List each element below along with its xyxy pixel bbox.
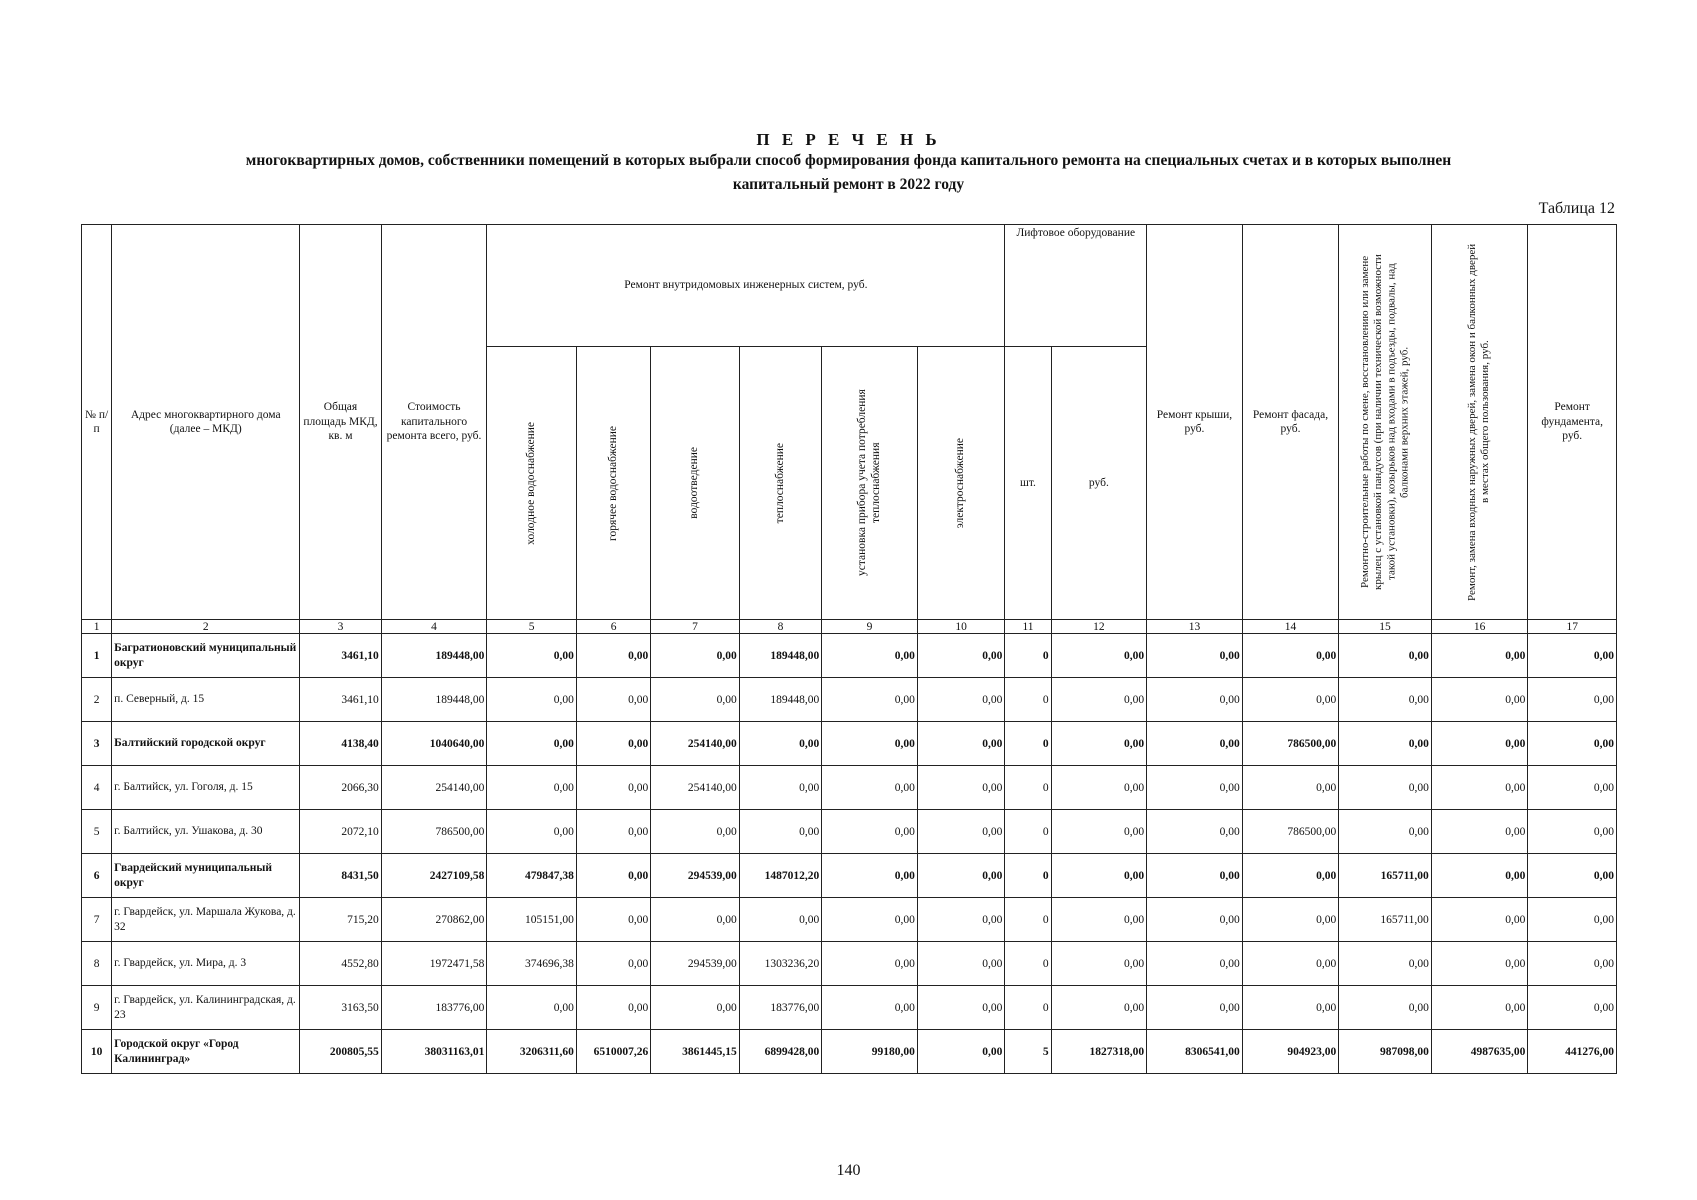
value-cell: 294539,00 [651, 942, 740, 986]
value-cell: 0,00 [487, 634, 577, 678]
value-cell: 904923,00 [1242, 1030, 1339, 1074]
header-electricity [917, 347, 1005, 620]
value-cell: 2066,30 [300, 766, 381, 810]
header-area: Общая площадь МКД, кв. м [300, 225, 381, 620]
value-cell: 0,00 [487, 722, 577, 766]
column-number: 12 [1051, 620, 1147, 634]
column-number: 3 [300, 620, 381, 634]
table-row [82, 942, 1617, 986]
header-roof: Ремонт крыши, руб. [1147, 225, 1243, 620]
column-number: 8 [739, 620, 821, 634]
row-index-cell: 5 [82, 810, 112, 854]
column-number: 5 [487, 620, 577, 634]
value-cell: 254140,00 [651, 722, 740, 766]
value-cell: 189448,00 [381, 678, 487, 722]
value-cell: 0,00 [1528, 854, 1617, 898]
value-cell: 0,00 [1528, 942, 1617, 986]
value-cell: 183776,00 [739, 986, 821, 1030]
value-cell: 1303236,20 [739, 942, 821, 986]
table-label: Таблица 12 [1538, 200, 1615, 217]
value-cell: 0,00 [1431, 766, 1528, 810]
header-address: Адрес многоквартирного дома (далее – МКД) [112, 225, 300, 620]
value-cell: 0,00 [1339, 678, 1432, 722]
address-cell: г. Гвардейск, ул. Мира, д. 3 [112, 942, 300, 986]
value-cell: 0,00 [1528, 722, 1617, 766]
value-cell: 189448,00 [739, 634, 821, 678]
value-cell: 0,00 [1339, 942, 1432, 986]
header-cold-water-text: холодное водоснабжение [524, 421, 537, 545]
value-cell: 1487012,20 [739, 854, 821, 898]
value-cell: 0,00 [739, 722, 821, 766]
value-cell: 0,00 [1431, 854, 1528, 898]
value-cell: 99180,00 [822, 1030, 918, 1074]
value-cell: 0,00 [1528, 810, 1617, 854]
value-cell: 0,00 [822, 854, 918, 898]
column-number: 14 [1242, 620, 1339, 634]
value-cell: 0,00 [917, 854, 1005, 898]
value-cell: 786500,00 [381, 810, 487, 854]
value-cell: 0,00 [651, 634, 740, 678]
value-cell: 38031163,01 [381, 1030, 487, 1074]
value-cell: 0 [1005, 766, 1051, 810]
column-number: 11 [1005, 620, 1051, 634]
value-cell: 8431,50 [300, 854, 381, 898]
value-cell: 0,00 [917, 722, 1005, 766]
value-cell: 0,00 [1242, 942, 1339, 986]
value-cell: 0,00 [917, 986, 1005, 1030]
column-number: 13 [1147, 620, 1243, 634]
address-cell: Гвардейский муниципальный округ [112, 854, 300, 898]
value-cell: 0,00 [1051, 854, 1147, 898]
value-cell: 374696,38 [487, 942, 577, 986]
value-cell: 0,00 [1528, 986, 1617, 1030]
value-cell: 3461,10 [300, 634, 381, 678]
table-row [82, 722, 1617, 766]
value-cell: 0,00 [822, 722, 918, 766]
row-index-cell: 3 [82, 722, 112, 766]
value-cell: 0,00 [1339, 766, 1432, 810]
value-cell: 0,00 [1431, 942, 1528, 986]
header-meter [822, 347, 918, 620]
value-cell: 3206311,60 [487, 1030, 577, 1074]
value-cell: 0 [1005, 898, 1051, 942]
value-cell: 4138,40 [300, 722, 381, 766]
header-hot-water-text: горячее водоснабжение [606, 425, 619, 541]
value-cell: 294539,00 [651, 854, 740, 898]
value-cell: 0,00 [487, 986, 577, 1030]
row-index-cell: 8 [82, 942, 112, 986]
value-cell: 105151,00 [487, 898, 577, 942]
value-cell: 0,00 [576, 810, 650, 854]
value-cell: 0,00 [576, 722, 650, 766]
value-cell: 0,00 [651, 986, 740, 1030]
value-cell: 0,00 [822, 898, 918, 942]
header-drainage-text: водоотведение [688, 447, 701, 519]
value-cell: 0,00 [651, 678, 740, 722]
value-cell: 0,00 [1242, 986, 1339, 1030]
table-row [82, 678, 1617, 722]
value-cell: 0,00 [1147, 766, 1243, 810]
value-cell: 0,00 [1528, 898, 1617, 942]
value-cell: 0,00 [1242, 766, 1339, 810]
column-number: 1 [82, 620, 112, 634]
repair-table [81, 224, 1617, 1074]
value-cell: 5 [1005, 1030, 1051, 1074]
document-subtitle-line1: многоквартирных домов, собственники помещений в которых выбрали способ формирования фонда капитального ремонта на специальных счетах и в которых выполнен [245, 152, 1452, 169]
row-index-cell: 6 [82, 854, 112, 898]
column-number-row [82, 620, 1617, 634]
value-cell: 0,00 [1147, 854, 1243, 898]
value-cell: 0,00 [487, 810, 577, 854]
value-cell: 0,00 [739, 898, 821, 942]
header-doors-windows-text: Ремонт, замена входных наружных дверей, замена окон и балконных дверей в местах общего пользования, руб. [1466, 243, 1492, 601]
value-cell: 0,00 [917, 942, 1005, 986]
table-row [82, 986, 1617, 1030]
address-cell: г. Балтийск, ул. Ушакова, д. 30 [112, 810, 300, 854]
value-cell: 254140,00 [381, 766, 487, 810]
value-cell: 0,00 [917, 634, 1005, 678]
table-row [82, 810, 1617, 854]
value-cell: 0,00 [1147, 634, 1243, 678]
document-subtitle-line2: капитальный ремонт в 2022 году [732, 176, 965, 193]
header-doors-windows [1431, 225, 1528, 620]
value-cell: 0,00 [822, 942, 918, 986]
address-cell: Багратионовский муниципальный округ [112, 634, 300, 678]
value-cell: 3163,50 [300, 986, 381, 1030]
value-cell: 0,00 [1431, 810, 1528, 854]
value-cell: 0,00 [822, 634, 918, 678]
value-cell: 0 [1005, 854, 1051, 898]
value-cell: 0,00 [739, 766, 821, 810]
value-cell: 3861445,15 [651, 1030, 740, 1074]
value-cell: 0,00 [917, 898, 1005, 942]
value-cell: 0,00 [576, 986, 650, 1030]
value-cell: 0,00 [1051, 986, 1147, 1030]
value-cell: 0,00 [917, 766, 1005, 810]
column-number: 9 [822, 620, 918, 634]
header-facade: Ремонт фасада, руб. [1242, 225, 1339, 620]
value-cell: 0 [1005, 634, 1051, 678]
value-cell: 0,00 [576, 766, 650, 810]
value-cell: 0,00 [822, 986, 918, 1030]
header-elevator-pcs: шт. [1005, 347, 1051, 620]
value-cell: 4552,80 [300, 942, 381, 986]
value-cell: 0 [1005, 986, 1051, 1030]
value-cell: 0,00 [1528, 634, 1617, 678]
row-index-cell: 9 [82, 986, 112, 1030]
value-cell: 0,00 [487, 766, 577, 810]
column-number: 17 [1528, 620, 1617, 634]
value-cell: 0,00 [822, 810, 918, 854]
address-cell: п. Северный, д. 15 [112, 678, 300, 722]
document-title: П Е Р Е Ч Е Н Ь [756, 130, 941, 149]
value-cell: 0,00 [1339, 986, 1432, 1030]
header-heating-text: теплоснабжение [773, 442, 786, 524]
value-cell: 1040640,00 [381, 722, 487, 766]
address-cell: Балтийский городской округ [112, 722, 300, 766]
value-cell: 0,00 [1242, 678, 1339, 722]
row-index-cell: 2 [82, 678, 112, 722]
value-cell: 786500,00 [1242, 810, 1339, 854]
header-cold-water [487, 347, 577, 620]
value-cell: 0,00 [1528, 766, 1617, 810]
value-cell: 0,00 [822, 678, 918, 722]
value-cell: 270862,00 [381, 898, 487, 942]
value-cell: 0,00 [576, 854, 650, 898]
value-cell: 0 [1005, 722, 1051, 766]
value-cell: 0,00 [1242, 634, 1339, 678]
header-num: № п/п [82, 225, 112, 620]
value-cell: 0,00 [822, 766, 918, 810]
value-cell: 0,00 [1051, 634, 1147, 678]
header-engineering-group: Ремонт внутридомовых инженерных систем, руб. [487, 225, 1005, 347]
table-row [82, 634, 1617, 678]
row-index-cell: 10 [82, 1030, 112, 1074]
value-cell: 0,00 [1147, 810, 1243, 854]
value-cell: 189448,00 [381, 634, 487, 678]
value-cell: 0,00 [1051, 766, 1147, 810]
column-number: 6 [576, 620, 650, 634]
value-cell: 1827318,00 [1051, 1030, 1147, 1074]
header-drainage [651, 347, 740, 620]
value-cell: 441276,00 [1528, 1030, 1617, 1074]
header-hot-water [576, 347, 650, 620]
address-cell: г. Гвардейск, ул. Калининградская, д. 23 [112, 986, 300, 1030]
row-index-cell: 1 [82, 634, 112, 678]
value-cell: 0 [1005, 810, 1051, 854]
value-cell: 715,20 [300, 898, 381, 942]
value-cell: 479847,38 [487, 854, 577, 898]
value-cell: 0,00 [1528, 678, 1617, 722]
value-cell: 0,00 [576, 942, 650, 986]
value-cell: 0,00 [1431, 634, 1528, 678]
value-cell: 2072,10 [300, 810, 381, 854]
value-cell: 8306541,00 [1147, 1030, 1243, 1074]
value-cell: 6510007,26 [576, 1030, 650, 1074]
value-cell: 0,00 [1431, 898, 1528, 942]
column-number: 16 [1431, 620, 1528, 634]
value-cell: 0,00 [1147, 942, 1243, 986]
value-cell: 6899428,00 [739, 1030, 821, 1074]
value-cell: 165711,00 [1339, 898, 1432, 942]
value-cell: 4987635,00 [1431, 1030, 1528, 1074]
value-cell: 0,00 [1051, 722, 1147, 766]
value-cell: 189448,00 [739, 678, 821, 722]
header-construction-text: Ремонтно-строительные работы по смене, восстановлению или замене крылец с установкой пандусов (при наличии технической возможности такой установки), козырьков над входами в подъезды, подвалы, над балконами верхних этажей, руб. [1358, 254, 1411, 590]
header-electricity-text: электроснабжение [954, 437, 967, 529]
value-cell: 183776,00 [381, 986, 487, 1030]
header-cost: Стоимость капитального ремонта всего, руб. [381, 225, 487, 620]
value-cell: 0,00 [576, 634, 650, 678]
value-cell: 0,00 [576, 678, 650, 722]
header-construction [1339, 225, 1432, 620]
value-cell: 0,00 [1051, 942, 1147, 986]
value-cell: 0,00 [917, 678, 1005, 722]
value-cell: 0,00 [1339, 722, 1432, 766]
value-cell: 165711,00 [1339, 854, 1432, 898]
value-cell: 786500,00 [1242, 722, 1339, 766]
value-cell: 0,00 [651, 898, 740, 942]
address-cell: г. Гвардейск, ул. Маршала Жукова, д. 32 [112, 898, 300, 942]
value-cell: 0,00 [1431, 722, 1528, 766]
value-cell: 254140,00 [651, 766, 740, 810]
value-cell: 987098,00 [1339, 1030, 1432, 1074]
page-number: 140 [836, 1162, 861, 1179]
value-cell: 0,00 [1051, 678, 1147, 722]
header-heating [739, 347, 821, 620]
row-index-cell: 7 [82, 898, 112, 942]
value-cell: 0,00 [1339, 810, 1432, 854]
table-row [82, 898, 1617, 942]
table-row [82, 766, 1617, 810]
value-cell: 0,00 [1051, 810, 1147, 854]
value-cell: 0 [1005, 942, 1051, 986]
column-number: 10 [917, 620, 1005, 634]
value-cell: 0,00 [1147, 678, 1243, 722]
value-cell: 0,00 [487, 678, 577, 722]
value-cell: 0,00 [917, 810, 1005, 854]
value-cell: 0,00 [1242, 898, 1339, 942]
value-cell: 0,00 [1051, 898, 1147, 942]
value-cell: 0,00 [1339, 634, 1432, 678]
value-cell: 0,00 [651, 810, 740, 854]
value-cell: 0,00 [917, 1030, 1005, 1074]
value-cell: 0,00 [576, 898, 650, 942]
header-foundation: Ремонт фундамента, руб. [1528, 225, 1617, 620]
header-elevator-rub: руб. [1051, 347, 1147, 620]
header-meter-text: установка прибора учета потребления теплоснабжения [855, 389, 882, 577]
header-elevator-group: Лифтовое оборудование [1005, 225, 1147, 347]
value-cell: 0,00 [1431, 986, 1528, 1030]
column-number: 4 [381, 620, 487, 634]
column-number: 15 [1339, 620, 1432, 634]
address-cell: г. Балтийск, ул. Гоголя, д. 15 [112, 766, 300, 810]
column-number: 2 [112, 620, 300, 634]
row-index-cell: 4 [82, 766, 112, 810]
address-cell: Городской округ «Город Калининград» [112, 1030, 300, 1074]
value-cell: 2427109,58 [381, 854, 487, 898]
value-cell: 0,00 [1147, 898, 1243, 942]
value-cell: 0 [1005, 678, 1051, 722]
table-row [82, 854, 1617, 898]
value-cell: 0,00 [1147, 986, 1243, 1030]
value-cell: 200805,55 [300, 1030, 381, 1074]
value-cell: 0,00 [1431, 678, 1528, 722]
value-cell: 0,00 [739, 810, 821, 854]
value-cell: 1972471,58 [381, 942, 487, 986]
value-cell: 0,00 [1242, 854, 1339, 898]
value-cell: 0,00 [1147, 722, 1243, 766]
table-row [82, 1030, 1617, 1074]
value-cell: 3461,10 [300, 678, 381, 722]
column-number: 7 [651, 620, 740, 634]
